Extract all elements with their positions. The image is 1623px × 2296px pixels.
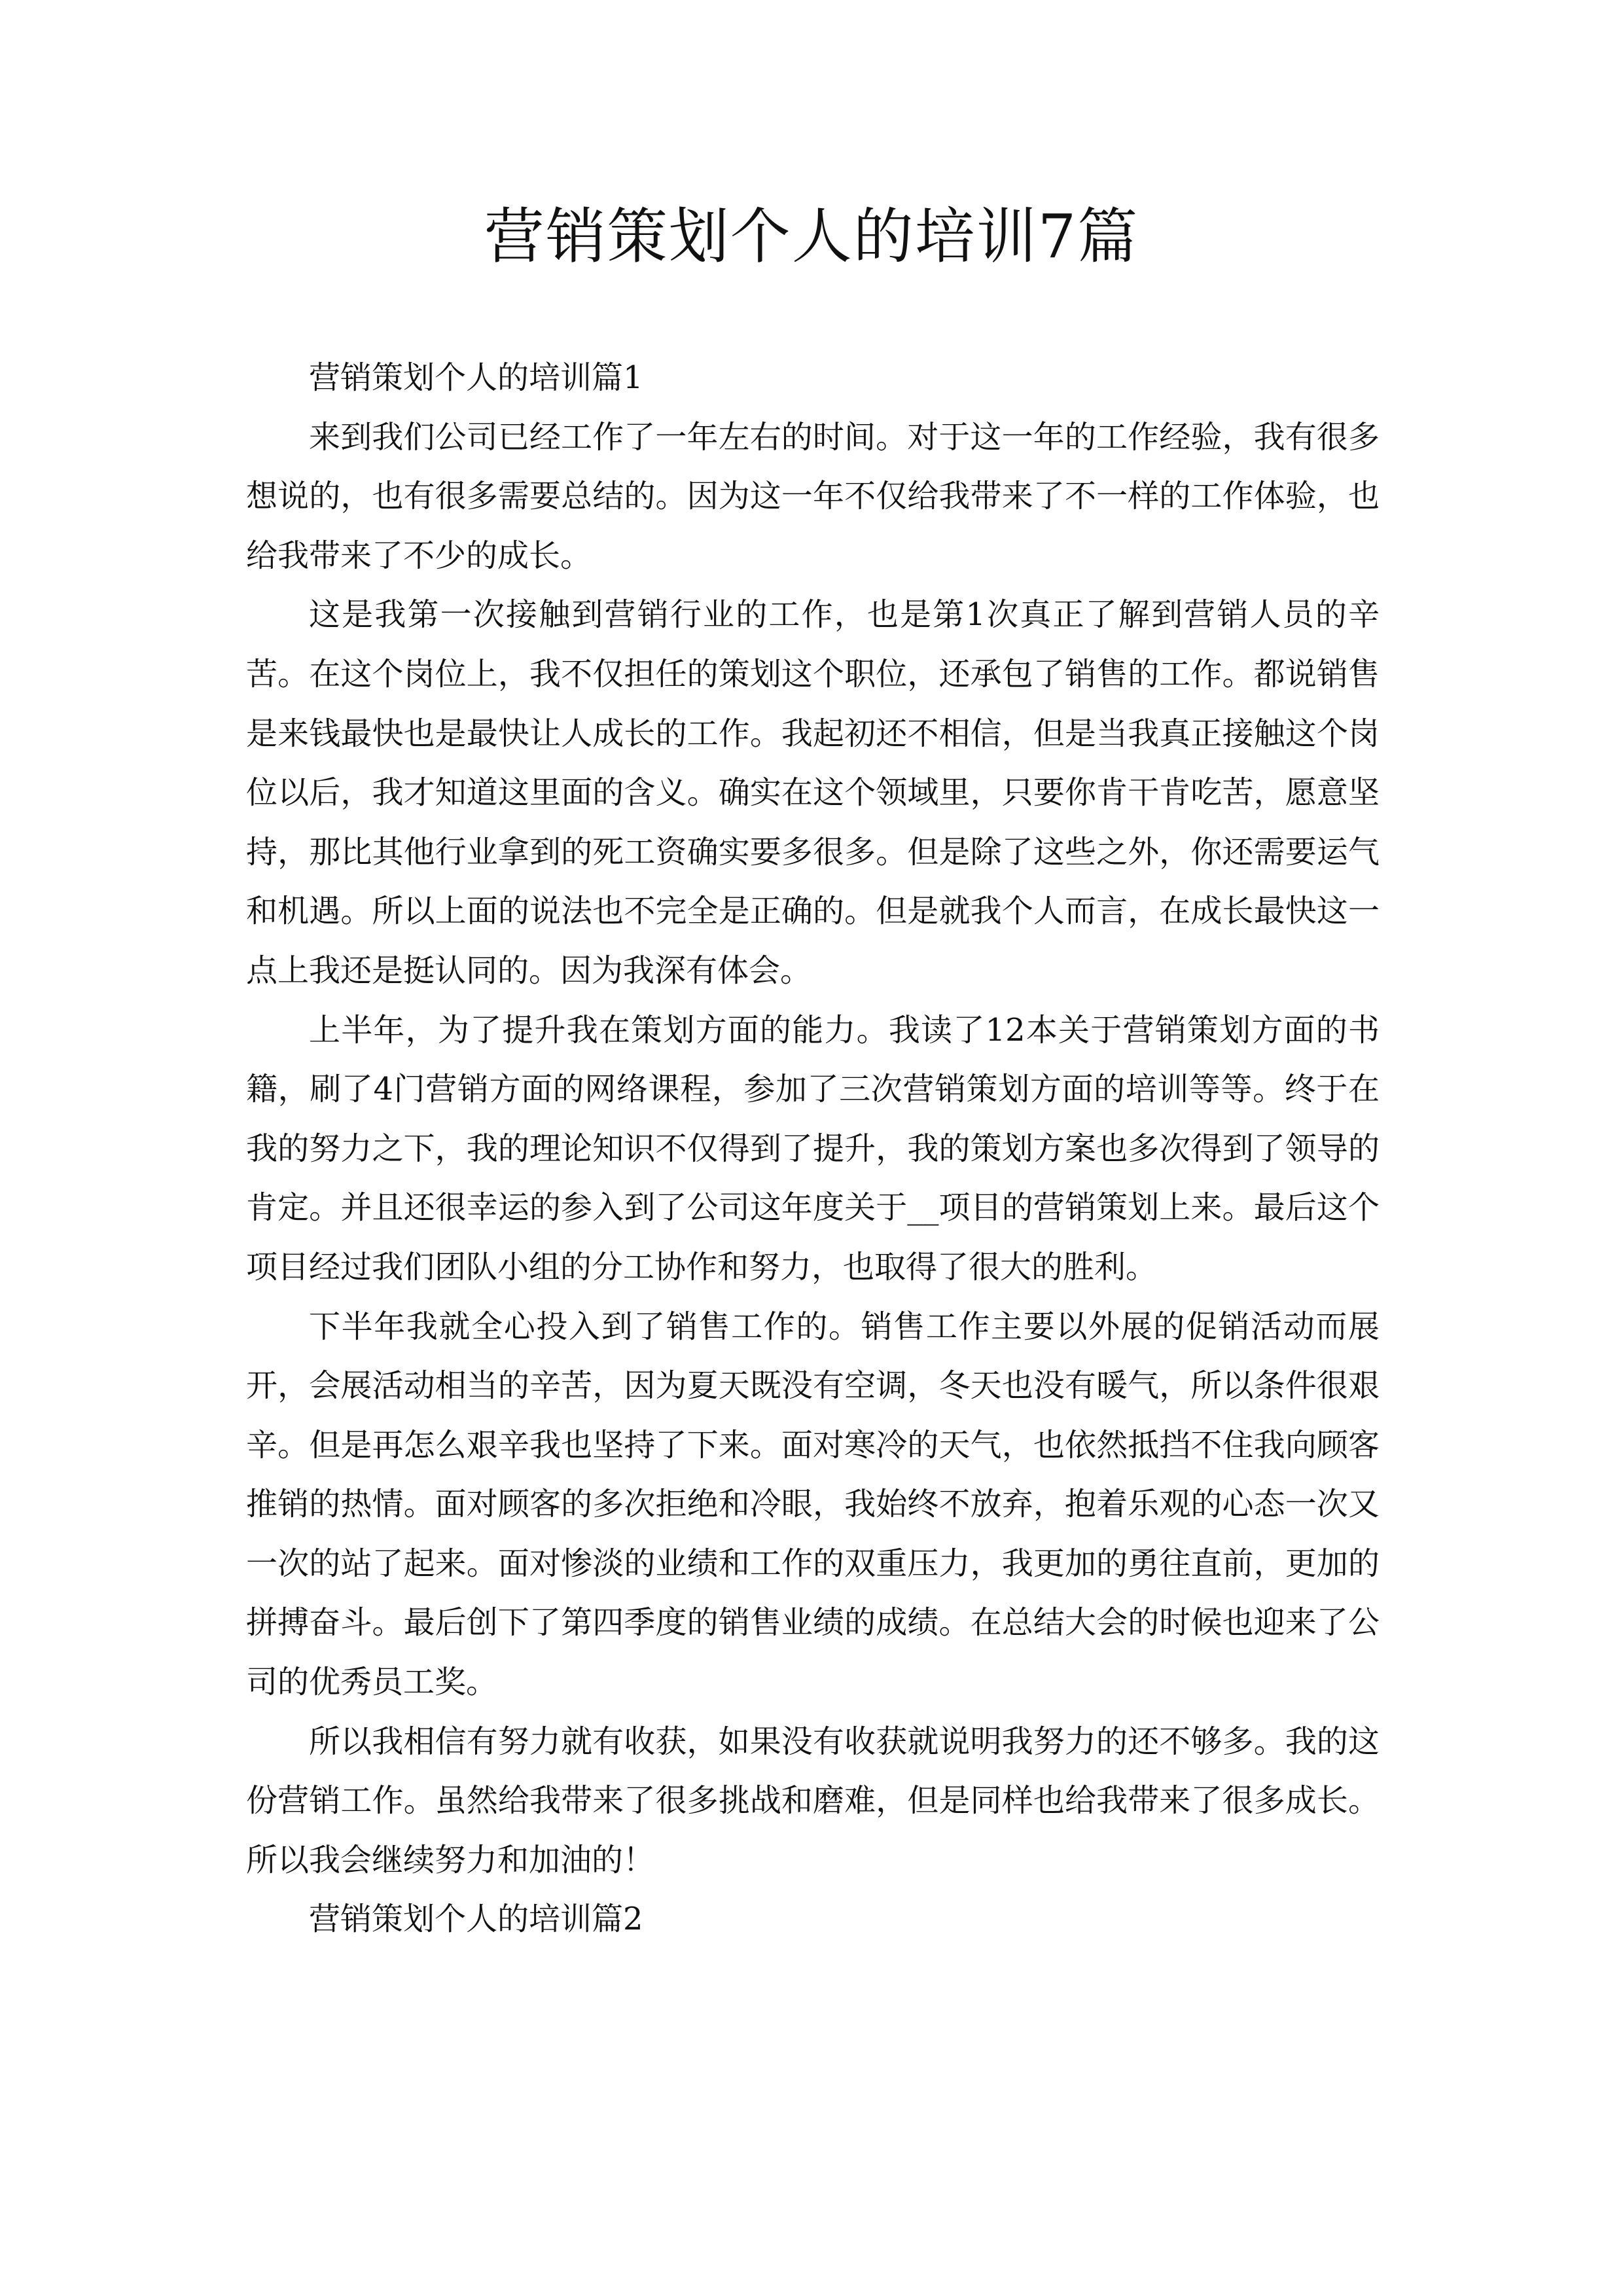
paragraph: 所以我相信有努力就有收获，如果没有收获就说明我努力的还不够多。我的这份营销工作。虽然给我带来了很多挑战和磨难，但是同样也给我带来了很多成长。所以我会继续努力和加油的！ xyxy=(246,1723,1380,1878)
document-title: 营销策划个人的培训7篇 xyxy=(484,202,1139,272)
document-body xyxy=(246,348,1380,1949)
paragraph: 这是我第一次接触到营销行业的工作，也是第1次真正了解到营销人员的辛苦。在这个岗位上，我不仅担任的策划这个职位，还承包了销售的工作。都说销售是来钱最快也是最快让人成长的工作。我起初还不相信，但是当我真正接触这个岗位以后，我才知道这里面的含义。确实在这个领域里，只要你肯干肯吃苦，愿意坚持，那比其他行业拿到的死工资确实要多很多。但是除了这些之外，你还需要运气和机遇。所以上面的说法也不完全是正确的。但是就我个人而言，在成长最快这一点上我还是挺认同的。因为我深有体会。 xyxy=(246,596,1380,989)
paragraph: 来到我们公司已经工作了一年左右的时间。对于这一年的工作经验，我有很多想说的，也有很多需要总结的。因为这一年不仅给我带来了不一样的工作体验，也给我带来了不少的成长。 xyxy=(246,418,1380,574)
paragraph: 上半年，为了提升我在策划方面的能力。我读了12本关于营销策划方面的书籍，刷了4门营销方面的网络课程，参加了三次营销策划方面的培训等等。终于在我的努力之下，我的理论知识不仅得到了提升，我的策划方案也多次得到了领导的肯定。并且还很幸运的参入到了公司这年度关于__项目的营销策划上来。最后这个项目经过我们团队小组的分工协作和努力，也取得了很大的胜利。 xyxy=(246,1011,1380,1285)
paragraph: 下半年我就全心投入到了销售工作的。销售工作主要以外展的促销活动而展开，会展活动相当的辛苦，因为夏天既没有空调，冬天也没有暖气，所以条件很艰辛。但是再怎么艰辛我也坚持了下来。面对寒冷的天气，也依然抵挡不住我向顾客推销的热情。面对顾客的多次拒绝和冷眼，我始终不放弃，抱着乐观的心态一次又一次的站了起来。面对惨淡的业绩和工作的双重压力，我更加的勇往直前，更加的拼搏奋斗。最后创下了第四季度的销售业绩的成绩。在总结大会的时候也迎来了公司的优秀员工奖。 xyxy=(246,1308,1380,1701)
section-heading-1: 营销策划个人的培训篇1 xyxy=(309,359,643,396)
section-heading-2: 营销策划个人的培训篇2 xyxy=(309,1901,643,1938)
